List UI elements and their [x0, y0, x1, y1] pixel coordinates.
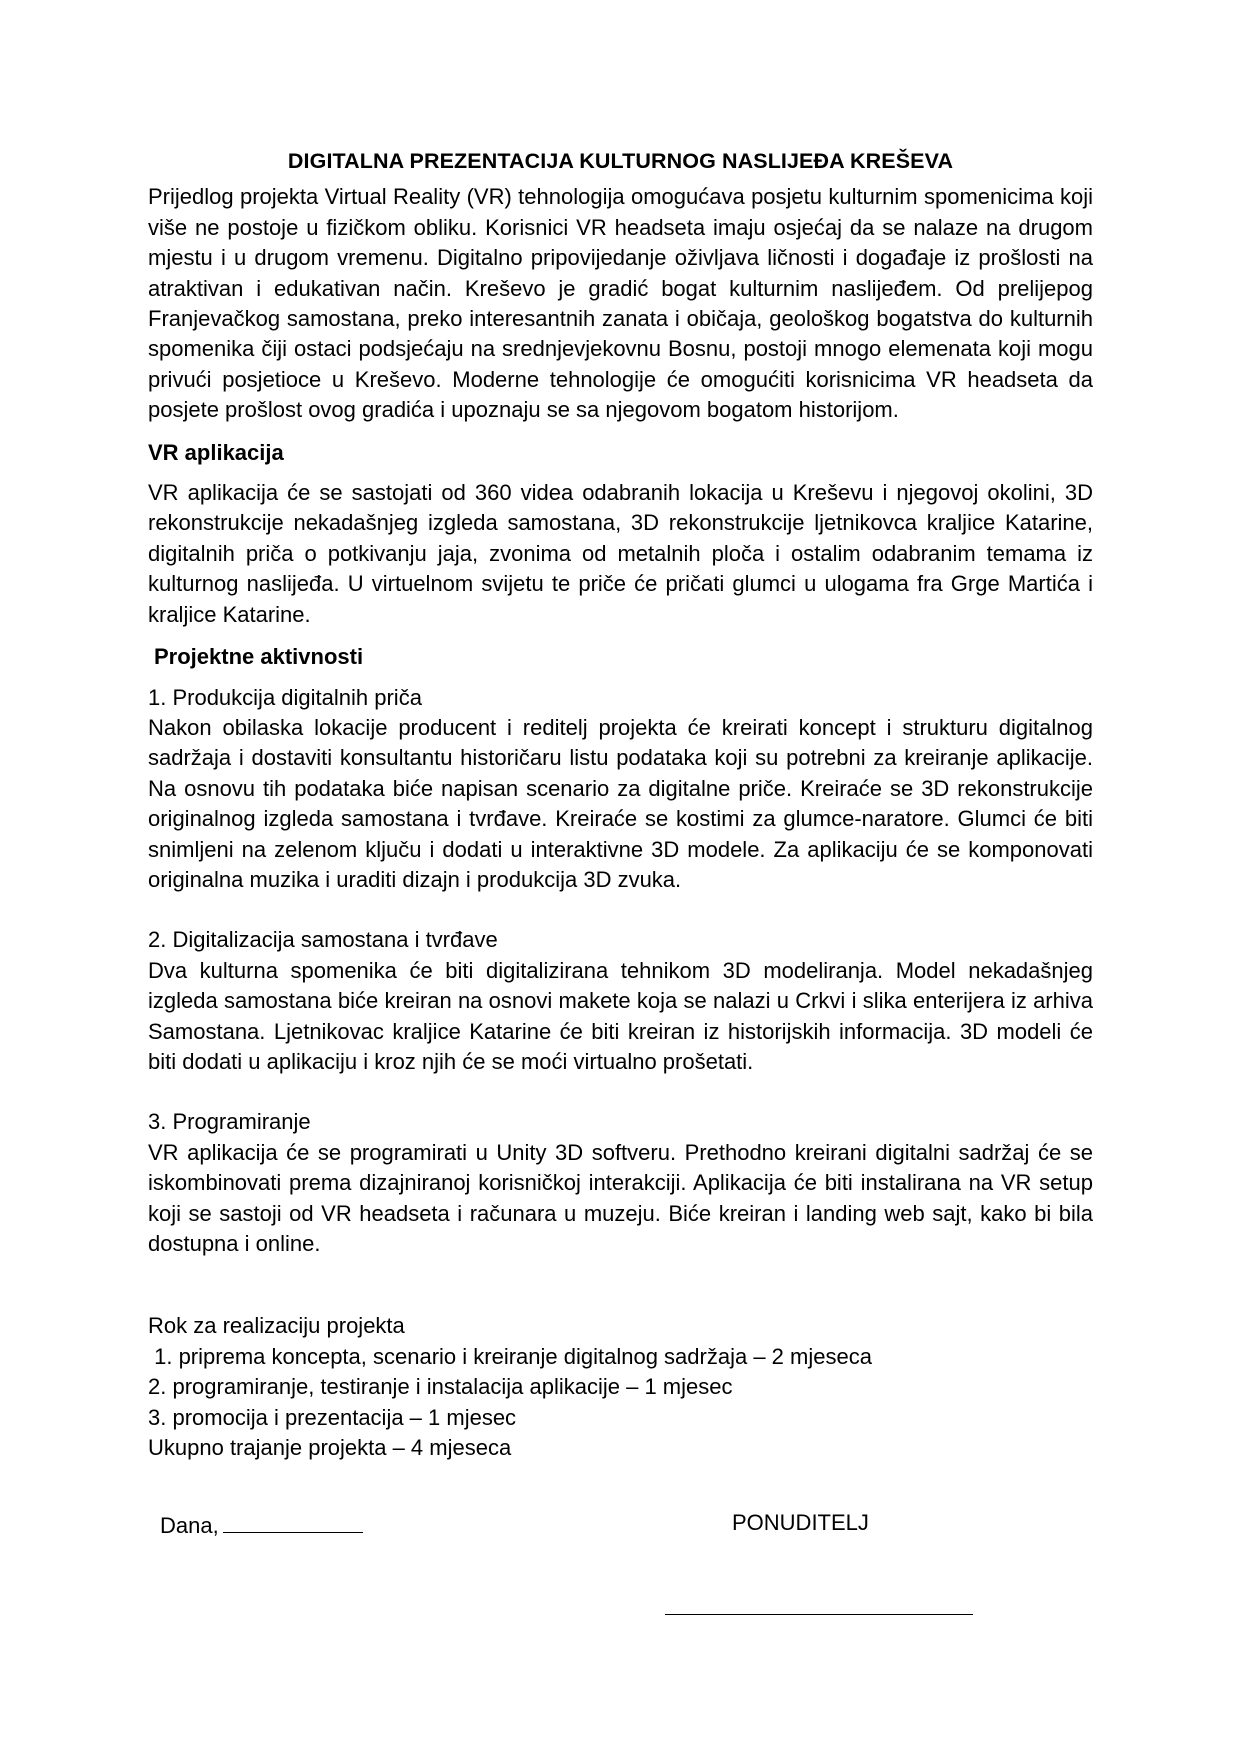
activity-2-title: 2. Digitalizacija samostana i tvrđave [148, 927, 498, 953]
document-title: DIGITALNA PREZENTACIJA KULTURNOG NASLIJEĐA KREŠEVA [287, 149, 954, 173]
activity-3-text: VR aplikacija će se programirati u Unity 3D softveru. Prethodno kreirani digitalni sadržaj će se iskombinovati prema dizajniranoj korisničkoj interakciji. Aplikacija će biti instalirana na VR setup koji se sastoji od VR headseta i računara u muzeju. Biće kreiran i landing web sajt, kako bi bila dostupna i online. [148, 1139, 1093, 1256]
vr-section-heading: VR aplikacija [148, 439, 284, 465]
signature-line [665, 1614, 973, 1615]
activity-3-title: 3. Programiranje [148, 1109, 311, 1135]
timeline-total: Ukupno trajanje projekta – 4 mjeseca [148, 1435, 512, 1461]
date-field [160, 1510, 363, 1539]
timeline-item: 1. priprema koncepta, scenario i kreiranje digitalnog sadržaja – 2 mjeseca [148, 1343, 872, 1369]
intro-paragraph: Prijedlog projekta Virtual Reality (VR) tehnologija omogućava posjetu kulturnim spomenicima koji više ne postoje u fizičkom obliku. Korisnici VR headseta imaju osjećaj da se nalaze na drugom mjestu i u drugom vremenu. Digitalno pripovijedanje oživljava ličnosti i događaje iz prošlosti na atraktivan i edukativan način. Kreševo je gradić bogat kulturnim naslijeđem. Od prelijepog Franjevačkog samostana, preko interesantnih zanata i običaja, geološkog bogatstva do kulturnih spomenika čiji ostaci podsjećaju na srednjevjekovnu Bosnu, postoji mnogo elemenata koji mogu privući posjetioce u Kreševo. Moderne tehnologije će omogućiti korisnicima VR headseta da posjete prošlost ovog gradića i upoznaju se sa njegovom bogatom historijom. [148, 184, 1093, 423]
document-body [148, 146, 1093, 1463]
bidder-label: PONUDITELJ [732, 1510, 869, 1535]
activity-1-title: 1. Produkcija digitalnih priča [148, 684, 422, 710]
date-blank-line [223, 1510, 363, 1533]
date-label: Dana, [160, 1513, 219, 1538]
spacer [148, 1259, 1093, 1311]
timeline-item: 2. programiranje, testiranje i instalacija aplikacije – 1 mjesec [148, 1374, 733, 1400]
signature-block [160, 1510, 1060, 1540]
timeline-heading: Rok za realizaciju projekta [148, 1313, 405, 1339]
spacer [148, 895, 1093, 925]
activity-1-text: Nakon obilaska lokacije producent i reditelj projekta će kreirati koncept i strukturu digitalnog sadržaja i dostaviti konsultantu historičaru listu podataka koji su potrebni za kreiranje aplikacije. Na osnovu tih podataka biće napisan scenario za digitalne priče. Kreiraće se 3D rekonstrukcije originalnog izgleda samostana i tvrđave. Kreiraće se kostimi za glumce-naratore. Glumci će biti snimljeni na zelenom ključu i dodati u interaktivne 3D modele. Za aplikaciju će se komponovati originalna muzika i uraditi dizajn i produkcija 3D zvuka. [148, 714, 1093, 892]
activities-heading: Projektne aktivnosti [154, 644, 364, 670]
timeline-item: 3. promocija i prezentacija – 1 mjesec [148, 1404, 517, 1430]
spacer [148, 1077, 1093, 1107]
activity-2-text: Dva kulturna spomenika će biti digitalizirana tehnikom 3D modeliranja. Model nekadašnjeg izgleda samostana biće kreiran na osnovi makete koja se nalazi u Crkvi i slika enterijera iz arhiva Samostana. Ljetnikovac kraljice Katarine će biti kreiran iz historijskih informacija. 3D modeli će biti dodati u aplikaciju i kroz njih će se moći virtualno prošetati. [148, 957, 1093, 1074]
vr-section-paragraph: VR aplikacija će se sastojati od 360 videa odabranih lokacija u Kreševu i njegovoj okolini, 3D rekonstrukcije nekadašnjeg izgleda samostana, 3D rekonstrukcije ljetnikovca kraljice Katarine, digitalnih priča o potkivanju jaja, zvonima od metalnih ploča i ostalim odabranim temama iz kulturnog naslijeđa. U virtuelnom svijetu te priče će pričati glumci u ulogama fra Grge Martića i kraljice Katarine. [148, 480, 1093, 627]
